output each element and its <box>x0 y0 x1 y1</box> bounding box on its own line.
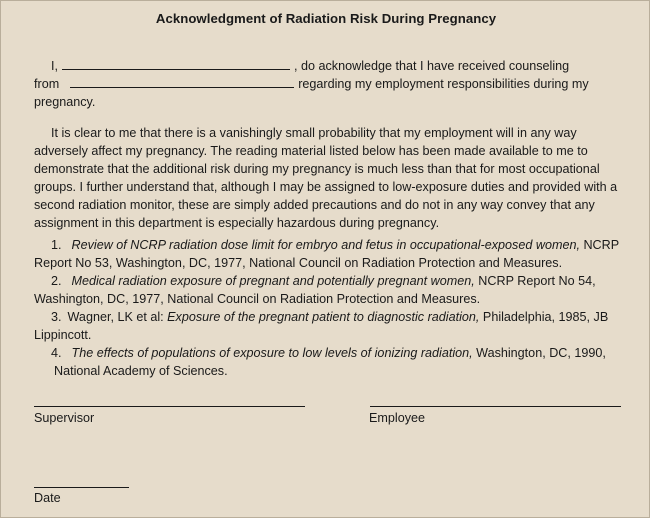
name-prefix: I, <box>51 59 58 73</box>
supervisor-signature-line[interactable] <box>34 406 305 407</box>
reference-number: 2. <box>51 274 62 288</box>
paragraph-line-2 <box>34 75 632 93</box>
name-suffix: , do acknowledge that I have received counseling <box>294 59 570 73</box>
reference-item <box>34 308 632 344</box>
date-label: Date <box>34 491 61 505</box>
reference-details: NCRP <box>579 238 620 252</box>
reference-continuation: Lippincott. <box>34 328 92 342</box>
reference-item <box>34 272 632 308</box>
paragraph-line-3: pregnancy. <box>34 95 96 109</box>
employee-label: Employee <box>369 411 426 425</box>
reference-number: 4. <box>51 346 62 360</box>
reference-title: Medical radiation exposure of pregnant and potentially pregnant women, <box>71 274 475 288</box>
counselor-name-blank[interactable] <box>70 75 294 88</box>
reference-number: 3. <box>51 310 62 324</box>
employee-name-blank[interactable] <box>62 57 290 70</box>
reference-number: 1. <box>51 238 62 252</box>
reference-continuation: National Academy of Sciences. <box>54 364 228 378</box>
reference-title: Exposure of the pregnant patient to diagnostic radiation, <box>167 310 480 324</box>
supervisor-label: Supervisor <box>34 411 95 425</box>
from-suffix: regarding my employment responsibilities during my <box>298 77 589 91</box>
reference-details: Philadelphia, 1985, JB <box>479 310 609 324</box>
employee-signature-line[interactable] <box>370 406 621 407</box>
reference-prefix: Wagner, LK et al: <box>67 310 168 324</box>
date-line[interactable] <box>34 487 129 488</box>
from-prefix: from <box>34 77 60 91</box>
reference-details: Washington, DC, 1990, <box>472 346 606 360</box>
reference-continuation: Report No 53, Washington, DC, 1977, National Council on Radiation Protection and Measures. <box>34 256 563 270</box>
risk-paragraph <box>34 124 632 232</box>
reference-list <box>34 236 632 380</box>
risk-paragraph-text: It is clear to me that there is a vanishingly small probability that my employment will in any way adversely affect my pregnancy. The reading material listed below has been made available to me to demonstrate that the additional risk during my pregnancy is much less than that for most occupational groups. I further understand that, although I may be assigned to low-exposure duties and provided with a second radiation monitor, these are simply added precautions and do not in any way convey that any assignment in this department is especially hazardous during pregnancy. <box>34 126 618 230</box>
reference-item <box>34 344 632 380</box>
reference-details: NCRP Report No 54, <box>474 274 596 288</box>
form-title: Acknowledgment of Radiation Risk During Pregnancy <box>155 11 497 26</box>
paragraph-line-1 <box>34 57 632 75</box>
reference-item <box>34 236 632 272</box>
reference-title: Review of NCRP radiation dose limit for embryo and fetus in occupational-exposed women, <box>71 238 580 252</box>
acknowledgment-paragraph <box>34 57 632 111</box>
reference-continuation: Washington, DC, 1977, National Council on Radiation Protection and Measures. <box>34 292 481 306</box>
reference-title: The effects of populations of exposure to low levels of ionizing radiation, <box>71 346 473 360</box>
